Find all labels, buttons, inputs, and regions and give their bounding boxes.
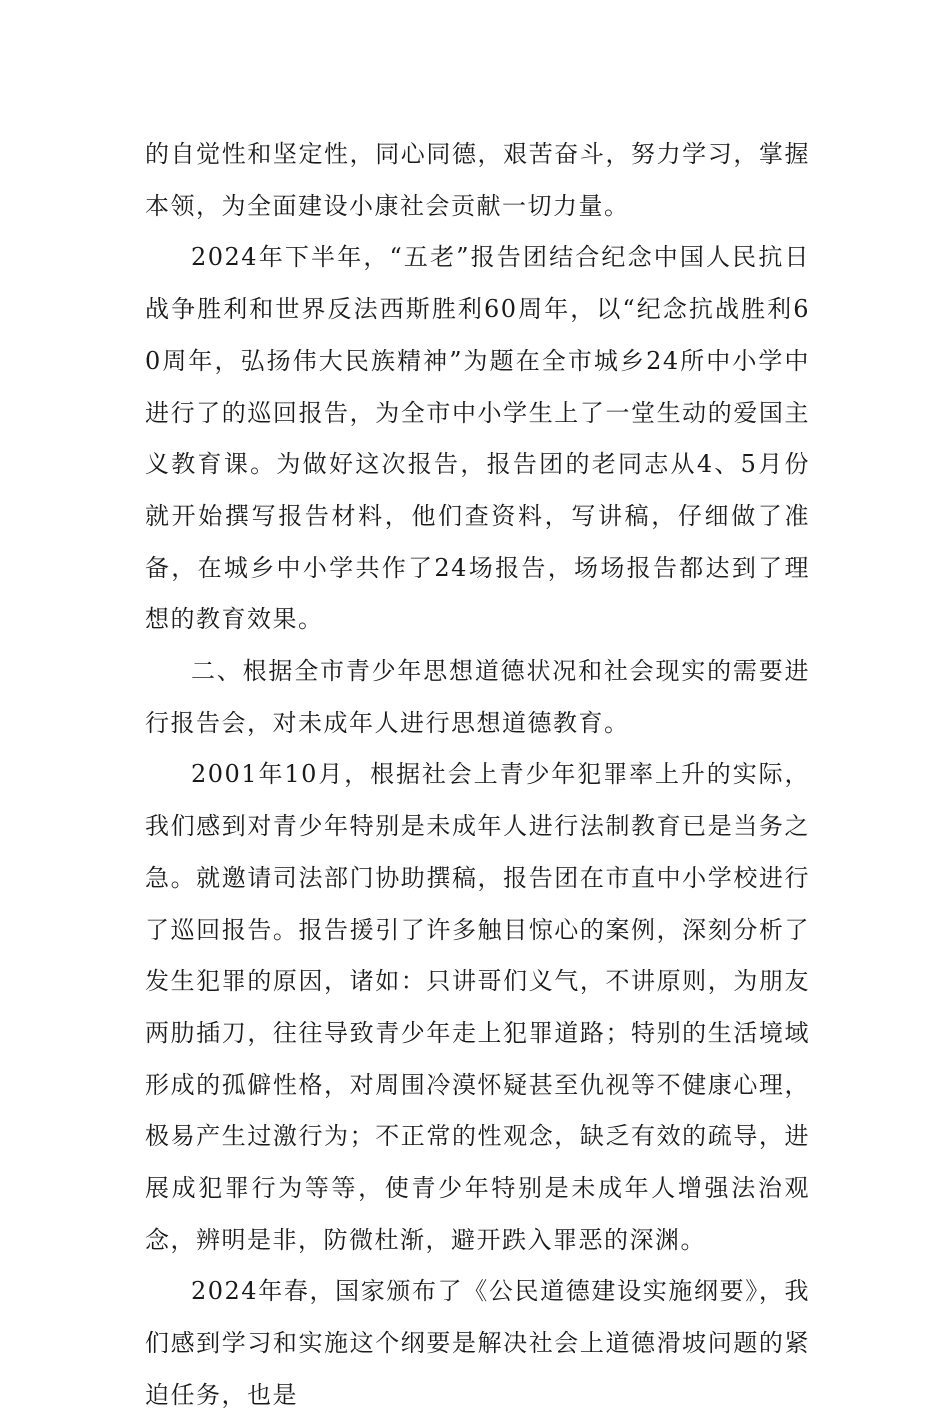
paragraph-1: 的自觉性和坚定性，同心同德，艰苦奋斗，努力学习，掌握本领，为全面建设小康社会贡献一切力量。: [145, 140, 810, 220]
paragraph-3-heading: 二、根据全市青少年思想道德状况和社会现实的需要进行报告会，对未成年人进行思想道德教育。: [145, 657, 810, 737]
paragraph-4: 2001年10月，根据社会上青少年犯罪率上升的实际，我们感到对青少年特别是未成年人进行法制教育已是当务之急。就邀请司法部门协助撰稿，报告团在市直中小学校进行了巡回报告。报告援引了许多触目惊心的案例，深刻分析了发生犯罪的原因，诸如：只讲哥们义气，不讲原则，为朋友两肋插刀，往往导致青少年走上犯罪道路；特别的生活境域形成的孤僻性格，对周围冷漠怀疑甚至仇视等不健康心理，极易产生过激行为；不正常的性观念，缺乏有效的疏导，进展成犯罪行为等等，使青少年特别是未成年人增强法治观念，辨明是非，防微杜渐，避开跌入罪恶的深渊。: [145, 760, 810, 1254]
paragraph-2: 2024年下半年，“五老”报告团结合纪念中国人民抗日战争胜利和世界反法西斯胜利60周年，以“纪念抗战胜利60周年，弘扬伟大民族精神”为题在全市城乡24所中小学中进行了的巡回报告，为全市中小学生上了一堂生动的爱国主义教育课。为做好这次报告，报告团的老同志从4、5月份就开始撰写报告材料，他们查资料，写讲稿，仔细做了准备，在城乡中小学共作了24场报告，场场报告都达到了理想的教育效果。: [145, 243, 810, 634]
body-text: [145, 129, 810, 1422]
paragraph-5: 2024年春，国家颁布了《公民道德建设实施纲要》，我们感到学习和实施这个纲要是解决社会上道德滑坡问题的紧迫任务，也是: [145, 1277, 810, 1409]
